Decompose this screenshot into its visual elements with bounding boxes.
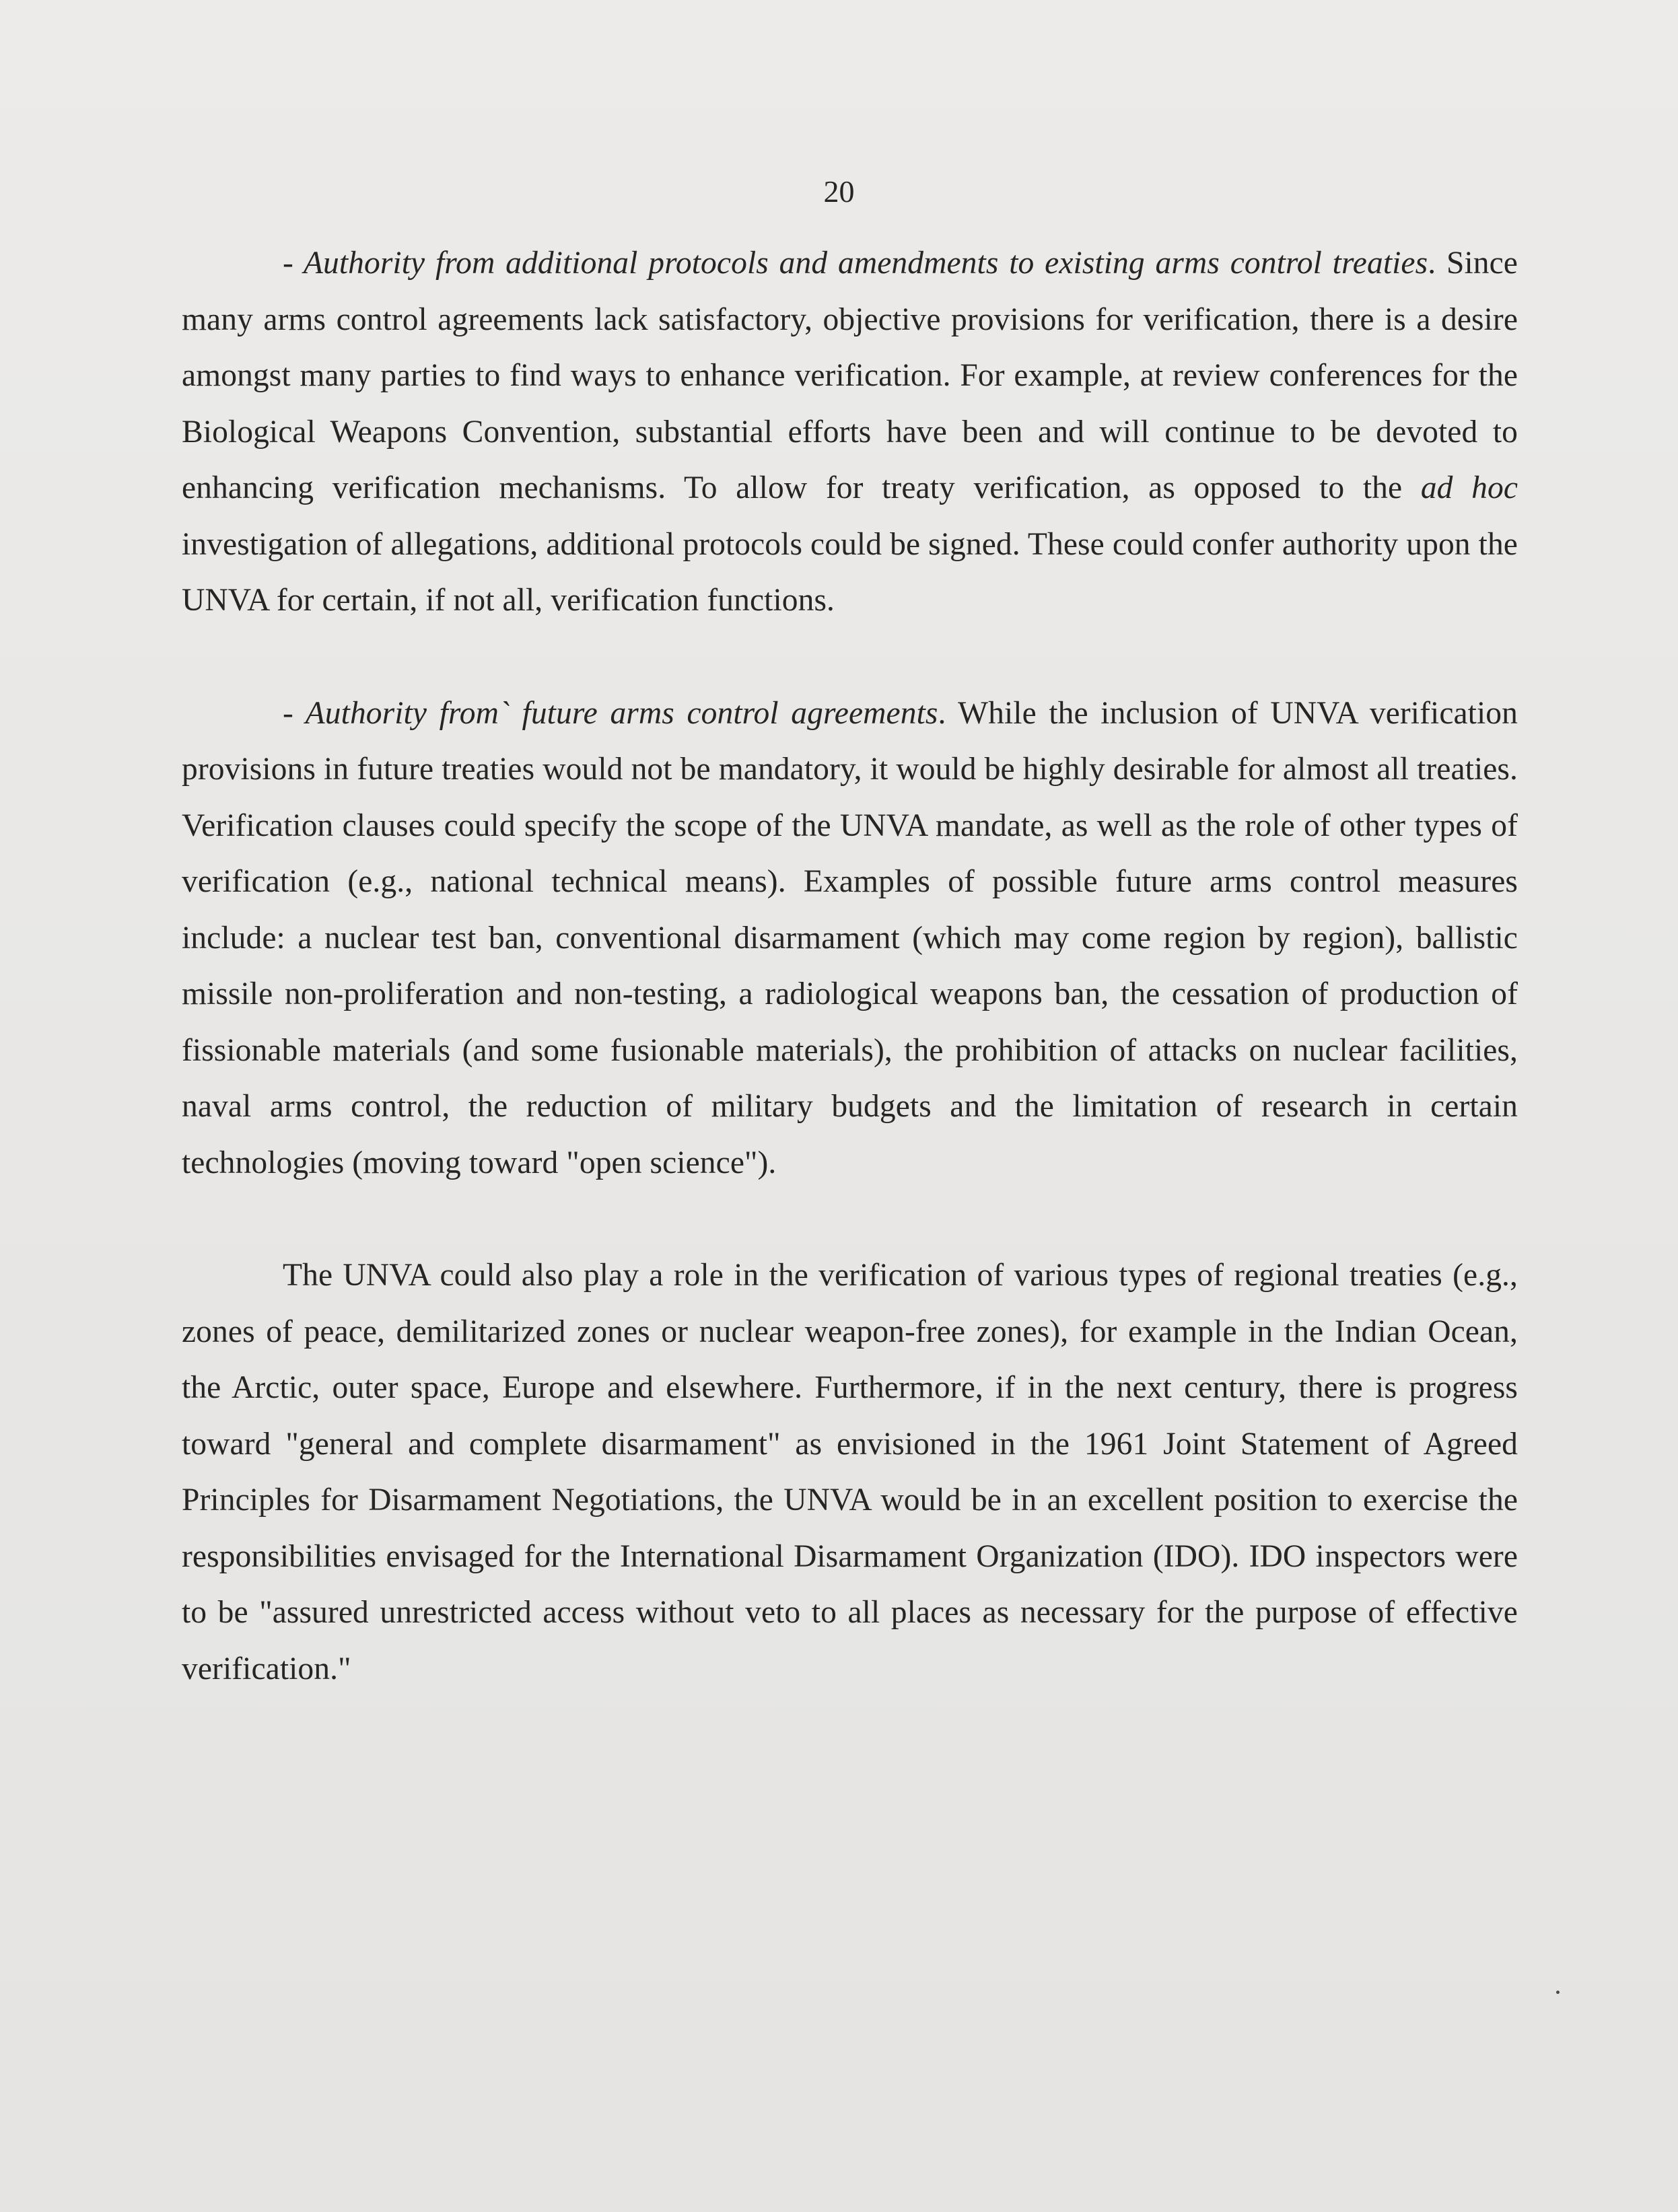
stray-ink-mark (1556, 1991, 1560, 1994)
body-text (182, 236, 1518, 1697)
paragraph-future-agreements (182, 686, 1518, 1192)
paragraph-text: . Since many arms control agreements lack satisfactory, objective provisions for verification, there is a desire amongst many parties to find ways to enhance verification. For example, at review conferences for the Biological Weapons Convention, substantial efforts have been and will continue to be devoted to enhancing verification mechanisms. To allow for treaty verification, as opposed to the (182, 246, 1518, 505)
italic-phrase: ad hoc (1420, 470, 1518, 505)
paragraph-text: investigation of allegations, additional protocols could be signed. These could confer authority upon the UNVA for certain, if not all, verification functions. (182, 526, 1518, 618)
paragraph-lead-heading: - Authority from additional protocols and amendments to existing arms control treaties (283, 246, 1428, 281)
page-number: 20 (823, 174, 855, 209)
paragraph-text: The UNVA could also play a role in the verification of various types of regional treaties (e.g., zones of peace, demilitarized zones or nuclear weapon-free zones), for example in the Indian Ocean, the Arctic, outer space, Europe and elsewhere. Furthermore, if in the next century, there is progress toward "general and complete disarmament" as envisioned in the 1961 Joint Statement of Agreed Principles for Disarmament Negotiations, the UNVA would be in an excellent position to exercise the responsibilities envisaged for the International Disarmament Organization (IDO). IDO inspectors were to be "assured unrestricted access without veto to all places as necessary for the purpose of effective verification." (182, 1258, 1518, 1686)
paragraph-lead-heading: - Authority from` future arms control agreements (283, 695, 938, 731)
paragraph-text: . While the inclusion of UNVA verification provisions in future treaties would not be mandatory, it would be highly desirable for almost all treaties. Verification clauses could specify the scope of the UNVA mandate, as well as the role of other types of verification (e.g., national technical means). Examples of possible future arms control measures include: a nuclear test ban, conventional disarmament (which may come region by region), ballistic missile non-proliferation and non-testing, a radiological weapons ban, the cessation of production of fissionable materials (and some fusionable materials), the prohibition of attacks on nuclear facilities, naval arms control, the reduction of military budgets and the limitation of research in certain technologies (moving toward "open science"). (182, 695, 1518, 1180)
paragraph-regional-treaties (182, 1248, 1518, 1697)
paragraph-additional-protocols (182, 236, 1518, 629)
